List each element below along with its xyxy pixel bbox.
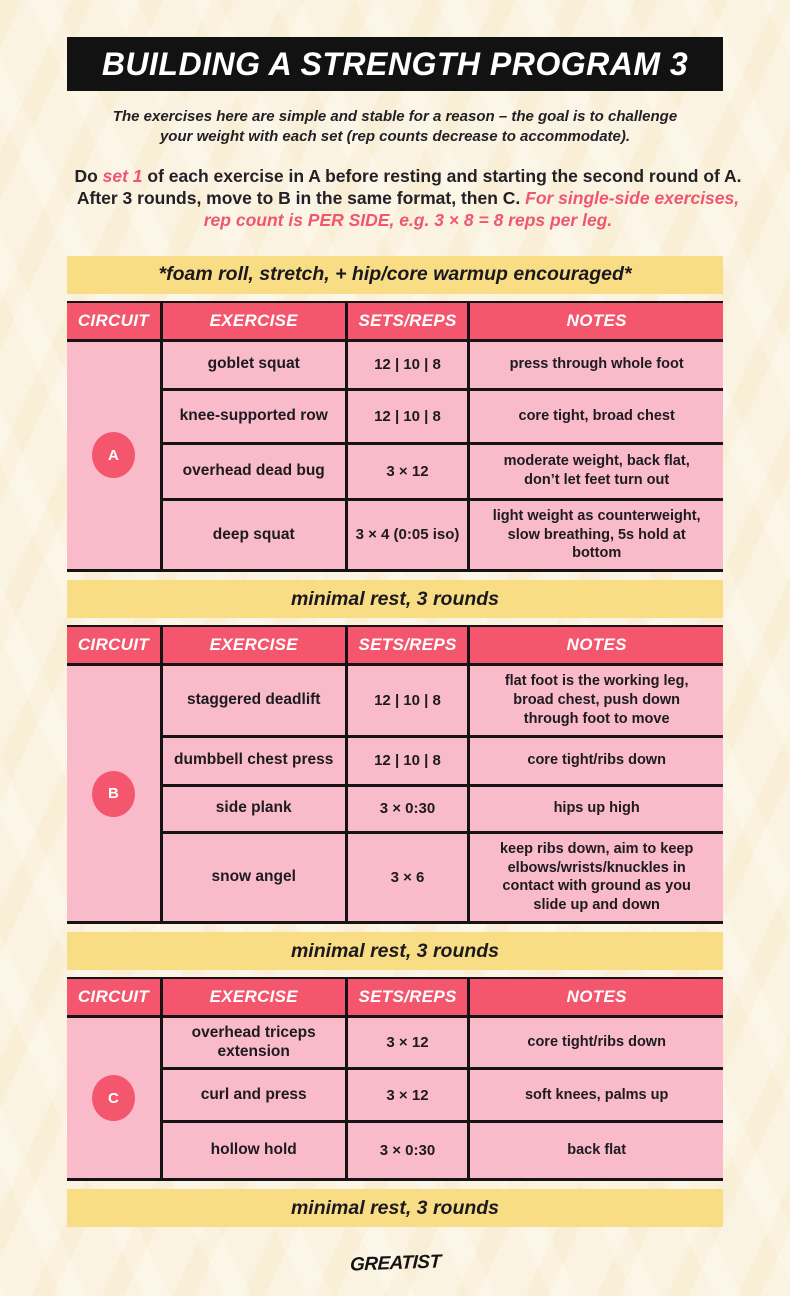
notes-cell: keep ribs down, aim to keep elbows/wrists/knuckles in contact with ground as you slide up and down	[499, 840, 694, 914]
intro-seg-2-highlight: set 1	[102, 166, 143, 186]
exercise-cell: knee-supported row	[163, 391, 348, 442]
column-header-circuit: CIRCUIT	[67, 979, 163, 1015]
exercise-cell: overhead triceps extension	[163, 1018, 348, 1067]
column-header-notes: NOTES	[566, 310, 627, 330]
exercise-cell: overhead dead bug	[163, 445, 348, 498]
circuit-c-cell	[67, 1018, 163, 1178]
rest-banner-text: minimal rest, 3 rounds	[290, 1196, 500, 1219]
warmup-banner-text: *foam roll, stretch, + hip/core warmup encouraged*	[158, 263, 632, 286]
table-row	[163, 738, 723, 787]
notes-cell: light weight as counterweight, slow breathing, 5s hold at bottom	[492, 507, 701, 562]
circuit-b-table-body	[67, 666, 723, 921]
notes-cell: core tight/ribs down	[527, 1034, 666, 1051]
rest-banner	[67, 1189, 723, 1227]
circuit-c-table	[67, 977, 723, 1181]
exercise-cell: hollow hold	[163, 1123, 348, 1178]
content-column	[67, 37, 742, 1276]
subtitle-line-2: your weight with each set (rep counts decrease to accommodate).	[159, 127, 631, 145]
sets-reps-cell: 3 × 12	[348, 1018, 471, 1067]
sets-reps-cell: 3 × 4 (0:05 iso)	[348, 501, 471, 570]
table-row	[163, 1018, 723, 1070]
notes-cell: soft knees, palms up	[524, 1086, 669, 1103]
exercise-cell: goblet squat	[163, 342, 348, 388]
exercise-cell: deep squat	[163, 501, 348, 570]
notes-cell: back flat	[567, 1142, 627, 1159]
intro-seg-1: Do	[74, 166, 103, 186]
intro-paragraph	[67, 165, 749, 232]
column-header-sets-reps: SETS/REPS	[348, 627, 471, 663]
column-header-exercise: EXERCISE	[163, 979, 348, 1015]
rest-banner-text: minimal rest, 3 rounds	[290, 587, 500, 610]
column-header-sets-reps: SETS/REPS	[348, 979, 471, 1015]
exercise-cell: staggered deadlift	[163, 666, 348, 735]
circuit-b-table-header	[67, 627, 723, 666]
circuit-b-table	[67, 625, 723, 924]
exercise-cell: snow angel	[163, 834, 348, 921]
warmup-banner	[67, 256, 723, 294]
exercise-cell: curl and press	[163, 1070, 348, 1120]
circuit-c-rows	[163, 1018, 723, 1178]
table-row	[163, 666, 723, 738]
sets-reps-cell: 3 × 12	[348, 1070, 471, 1120]
column-header-notes: NOTES	[566, 987, 627, 1007]
rest-banner	[67, 932, 723, 970]
column-header-circuit: CIRCUIT	[67, 303, 163, 339]
notes-cell: core tight/ribs down	[527, 752, 666, 769]
circuit-c-badge: C	[92, 1075, 135, 1121]
intro-seg-4-highlight: For single-side exercises, rep count is PER SIDE, e.g. 3 × 8 = 8 reps per leg.	[203, 188, 740, 231]
notes-cell: flat foot is the working leg, broad chest, push down through foot to move	[504, 673, 689, 727]
table-row	[163, 445, 723, 501]
table-row	[163, 834, 723, 921]
circuit-a-cell	[67, 342, 163, 570]
subtitle	[67, 107, 723, 146]
sets-reps-cell: 3 × 0:30	[348, 787, 471, 831]
column-header-notes: NOTES	[566, 635, 627, 655]
sets-reps-cell: 3 × 12	[348, 445, 471, 498]
title-banner	[67, 37, 723, 91]
rest-banner-text: minimal rest, 3 rounds	[290, 939, 500, 962]
circuit-c-table-header	[67, 979, 723, 1018]
sets-reps-cell: 12 | 10 | 8	[348, 738, 471, 784]
exercise-cell: dumbbell chest press	[163, 738, 348, 784]
column-header-sets-reps: SETS/REPS	[348, 303, 471, 339]
circuit-b-badge: B	[92, 771, 135, 817]
notes-cell: core tight, broad chest	[518, 407, 675, 424]
sets-reps-cell: 12 | 10 | 8	[348, 391, 471, 442]
table-row	[163, 1123, 723, 1178]
sets-reps-cell: 12 | 10 | 8	[348, 666, 471, 735]
circuit-a-table-header	[67, 303, 723, 342]
circuit-c-table-body	[67, 1018, 723, 1178]
circuit-a-table-body	[67, 342, 723, 570]
column-header-exercise: EXERCISE	[163, 303, 348, 339]
exercise-cell: side plank	[163, 787, 348, 831]
circuit-a-table	[67, 301, 723, 573]
table-row	[163, 1070, 723, 1123]
notes-cell: hips up high	[553, 800, 640, 817]
column-header-exercise: EXERCISE	[163, 627, 348, 663]
notes-cell: moderate weight, back flat, don’t let feet turn out	[503, 453, 690, 489]
circuit-b-cell	[67, 666, 163, 921]
rest-banner	[67, 580, 723, 618]
page-title: BUILDING A STRENGTH PROGRAM 3	[101, 45, 689, 82]
sets-reps-cell: 3 × 0:30	[348, 1123, 471, 1178]
intro-seg-3: of each exercise in A before resting and starting the second round of A. After 3 rounds, move to B in the same format, then C.	[76, 166, 742, 209]
table-row	[163, 391, 723, 445]
table-row	[163, 342, 723, 391]
table-row	[163, 501, 723, 570]
notes-cell: press through whole foot	[509, 356, 684, 373]
greatist-logo: GREATIST	[349, 1251, 441, 1276]
column-header-circuit: CIRCUIT	[67, 627, 163, 663]
circuit-a-badge: A	[92, 432, 135, 478]
circuit-b-rows	[163, 666, 723, 921]
sets-reps-cell: 12 | 10 | 8	[348, 342, 471, 388]
subtitle-line-1: The exercises here are simple and stable for a reason – the goal is to challenge	[112, 108, 678, 125]
sets-reps-cell: 3 × 6	[348, 834, 471, 921]
table-row	[163, 787, 723, 834]
circuit-a-rows	[163, 342, 723, 570]
